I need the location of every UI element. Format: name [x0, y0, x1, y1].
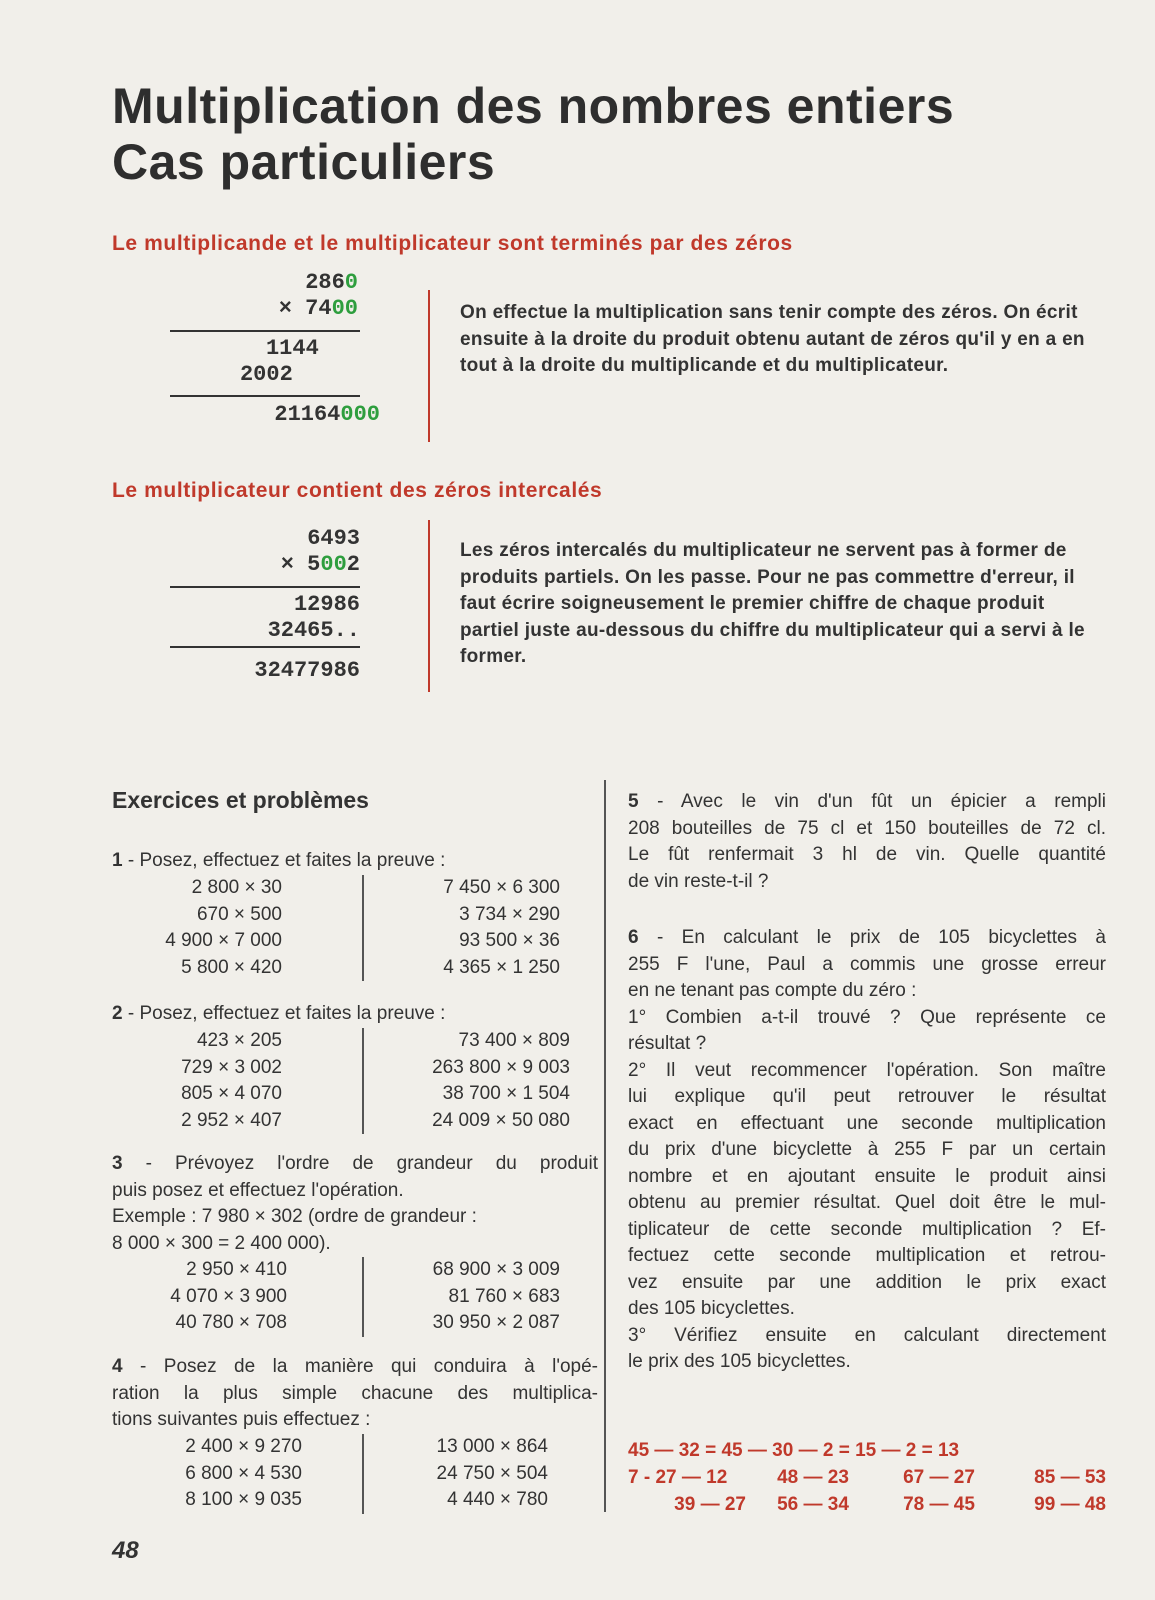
list-item: 7 450 × 6 300 [443, 877, 560, 898]
list-item: 56 — 34 [777, 1494, 849, 1515]
calc-trailing-zeros [170, 270, 380, 428]
list-item: 7 - 27 — 12 [628, 1467, 728, 1488]
exercise-5-line: Le fût renfermait 3 hl de vin. Quelle quantité [628, 844, 1106, 865]
list-item: 93 500 × 36 [459, 930, 560, 951]
calc1-partial-2: 2002 [239, 362, 306, 387]
list-item: 2 950 × 410 [186, 1259, 287, 1280]
calc2-rule-2 [170, 646, 360, 648]
section2-divider [428, 520, 430, 692]
exercise-6-line: obtenu au premier résultat. Quel doit être le mul- [628, 1192, 1106, 1213]
exercise-6-line: le prix des 105 bicyclettes. [628, 1351, 851, 1372]
exercise-2 [112, 1001, 598, 1028]
exercise-6-line: exact en effectuant une seconde multiplication [628, 1112, 1106, 1134]
list-item: 40 780 × 708 [175, 1312, 287, 1333]
list-item: 13 000 × 864 [436, 1436, 548, 1457]
exercise-3-right-list [380, 1257, 560, 1337]
list-item: 6 800 × 4 530 [185, 1462, 302, 1484]
calc2-multiplier-a: × 5 [280, 552, 321, 577]
page-title [112, 78, 954, 190]
exercise-6-line: résultat ? [628, 1033, 707, 1054]
calc2-partial-2: 32465.. [267, 618, 360, 643]
exercise-2-number: 2 [112, 1003, 123, 1024]
exercise-6-line: tiplicateur de cette seconde multiplication ? Ef- [628, 1218, 1106, 1240]
exercise-1-left-list [112, 875, 282, 981]
list-item: 3 734 × 290 [459, 903, 560, 925]
exercise-6-line: vez ensuite par une addition le prix exact [628, 1271, 1106, 1293]
list-item: 99 — 48 [1034, 1494, 1106, 1515]
exercise-6-line: 255 F l'une, Paul a commis une grosse erreur [628, 953, 1106, 975]
exercises-heading: Exercices et problèmes [112, 787, 369, 813]
exercise-4-line: - Posez de la manière qui conduira à l'opé- [140, 1356, 598, 1377]
exercise-6-number: 6 [628, 927, 639, 948]
title-line-1: Multiplication des nombres entiers [112, 78, 955, 134]
exercise-4 [112, 1354, 598, 1434]
calc1-multiplicand [170, 270, 380, 296]
mental-calc-example: 45 — 32 = 45 — 30 — 2 = 15 — 2 = 13 [628, 1440, 960, 1461]
exercise-4-right-list [380, 1434, 548, 1514]
calc1-result-zeros: 000 [340, 402, 380, 427]
title-line-2: Cas particuliers [112, 134, 496, 190]
exercise-4-divider [362, 1434, 364, 1514]
exercise-1-text: - Posez, effectuez et faites la preuve : [127, 850, 446, 871]
exercise-4-left-list [112, 1434, 302, 1514]
exercise-3-number: 3 [112, 1153, 123, 1174]
exercise-5-line: de vin reste-t-il ? [628, 870, 769, 892]
section1-rule-text: On effectue la multiplication sans tenir compte des zéros. On écrit ensuite à la droite du produit obtenu autant de zéros qu'il y en a en tout à la droite du multiplicande et du multiplicateur. [460, 302, 1085, 376]
list-item: 4 440 × 780 [447, 1489, 548, 1510]
list-item: 81 760 × 683 [448, 1285, 560, 1307]
exercise-1 [112, 848, 598, 875]
exercise-1-divider [362, 875, 364, 981]
calc2-rule-1 [170, 586, 360, 588]
exercise-1-number: 1 [112, 850, 123, 871]
exercise-3-line: - Prévoyez l'ordre de grandeur du produit [145, 1153, 599, 1174]
list-item: 85 — 53 [1034, 1467, 1106, 1488]
page-number: 48 [112, 1537, 139, 1564]
exercise-6-line: fectuez cette seconde multiplication et retrou- [628, 1245, 1106, 1266]
exercise-3-line: 8 000 × 300 = 2 400 000). [112, 1232, 331, 1254]
calc1-partial-1: 1144 [265, 336, 332, 361]
calc2-multiplicand: 6493 [307, 526, 360, 551]
exercise-2-left-list [112, 1028, 282, 1134]
exercise-6-line: 1° Combien a-t-il trouvé ? Que représente ce [628, 1006, 1106, 1028]
exercise-5-line: - Avec le vin d'un fût un épicier a rempli [657, 791, 1106, 812]
calc1-rule-2 [170, 395, 360, 397]
exercise-2-right-list [380, 1028, 570, 1134]
list-item: 2 952 × 407 [181, 1109, 282, 1131]
mental-calc-row-2 [628, 1494, 1106, 1516]
section-heading-trailing-zeros: Le multiplicande et le multiplicateur sont terminés par des zéros [112, 232, 793, 255]
list-item: 73 400 × 809 [458, 1030, 570, 1051]
exercise-3-line: Exemple : 7 980 × 302 (ordre de grandeur : [112, 1206, 477, 1227]
list-item: 2 800 × 30 [191, 877, 282, 898]
exercise-5 [628, 789, 1106, 895]
calc1-result-digits: 21164 [274, 402, 341, 427]
calc2-result: 32477986 [254, 658, 360, 683]
list-item: 48 — 23 [777, 1467, 849, 1488]
exercise-6-line: - En calculant le prix de 105 bicyclettes à [656, 927, 1106, 948]
exercise-5-line: 208 bouteilles de 75 cl et 150 bouteilles de 72 cl. [628, 817, 1106, 839]
exercise-6 [628, 925, 1106, 1376]
list-item: 38 700 × 1 504 [442, 1083, 570, 1104]
exercise-6-line: lui explique qu'il peut retrouver le résultat [628, 1086, 1106, 1107]
list-item: 24 009 × 50 080 [432, 1109, 570, 1131]
calc-intercalated-zeros [170, 526, 360, 684]
calc1-multiplicand-zero: 0 [344, 270, 358, 295]
list-item: 68 900 × 3 009 [432, 1259, 560, 1280]
exercise-3-divider [362, 1257, 364, 1337]
list-item: 805 × 4 070 [181, 1083, 282, 1104]
list-item: 4 070 × 3 900 [170, 1285, 287, 1307]
exercise-4-line: tions suivantes puis effectuez : [112, 1409, 371, 1430]
list-item: 8 100 × 9 035 [185, 1489, 302, 1510]
list-item: 5 800 × 420 [181, 956, 282, 978]
calc1-multiplicand-digits: 286 [305, 270, 345, 295]
list-item: 729 × 3 002 [181, 1056, 282, 1078]
section-heading-intercalated-zeros: Le multiplicateur contient des zéros intercalés [112, 479, 603, 502]
exercise-6-line: des 105 bicyclettes. [628, 1298, 795, 1319]
exercise-6-line: en ne tenant pas compte du zéro : [628, 980, 917, 1001]
list-item: 30 950 × 2 087 [432, 1312, 560, 1333]
calc1-rule-1 [170, 330, 360, 332]
exercise-2-divider [362, 1028, 364, 1134]
list-item: 24 750 × 504 [436, 1462, 548, 1484]
list-item: 39 — 27 [674, 1494, 746, 1515]
exercise-3 [112, 1151, 598, 1257]
exercise-6-line: du prix d'une bicyclette à 255 F par un certain [628, 1139, 1106, 1160]
exercise-5-number: 5 [628, 791, 639, 812]
exercise-1-right-list [380, 875, 560, 981]
calc1-result [170, 402, 380, 428]
calc2-partial-1: 12986 [293, 592, 360, 617]
calc2-multiplier-zeros: 00 [320, 552, 347, 577]
column-divider [604, 780, 606, 1512]
exercise-6-line: 3° Vérifiez ensuite en calculant directement [628, 1324, 1106, 1346]
exercise-4-number: 4 [112, 1356, 123, 1377]
exercise-3-left-list [112, 1257, 287, 1337]
exercise-4-line: ration la plus simple chacune des multiplica- [112, 1382, 598, 1404]
exercise-2-text: - Posez, effectuez et faites la preuve : [127, 1003, 446, 1024]
exercise-6-line: 2° Il veut recommencer l'opération. Son maître [628, 1059, 1106, 1081]
list-item: 670 × 500 [196, 903, 282, 925]
mental-calc-row-1 [628, 1467, 1106, 1489]
calc2-multiplier-b: 2 [346, 552, 360, 577]
exercise-3-line: puis posez et effectuez l'opération. [112, 1179, 404, 1201]
list-item: 423 × 205 [196, 1030, 282, 1051]
list-item: 78 — 45 [903, 1494, 975, 1515]
section2-rule-text: Les zéros intercalés du multiplicateur ne servent pas à former de produits partiels. On les passe. Pour ne pas commettre d'erreur, il faut écrire soigneusement le premier chiffre de chaque produit partiel juste au-dessous du chiffre du multiplicateur qui a servi à le former. [460, 540, 1085, 667]
calc1-multiplier [170, 296, 380, 322]
list-item: 4 365 × 1 250 [443, 956, 560, 978]
list-item: 67 — 27 [903, 1467, 975, 1488]
calc1-multiplier-digits: × 74 [278, 296, 332, 321]
calc2-multiplier [170, 552, 360, 578]
list-item: 4 900 × 7 000 [165, 930, 282, 951]
list-item: 263 800 × 9 003 [432, 1056, 570, 1078]
section1-divider [428, 290, 430, 442]
exercise-6-line: nombre et en ajoutant ensuite le produit ainsi [628, 1165, 1106, 1187]
list-item: 2 400 × 9 270 [185, 1436, 302, 1457]
calc1-multiplier-zeros: 00 [331, 296, 358, 321]
